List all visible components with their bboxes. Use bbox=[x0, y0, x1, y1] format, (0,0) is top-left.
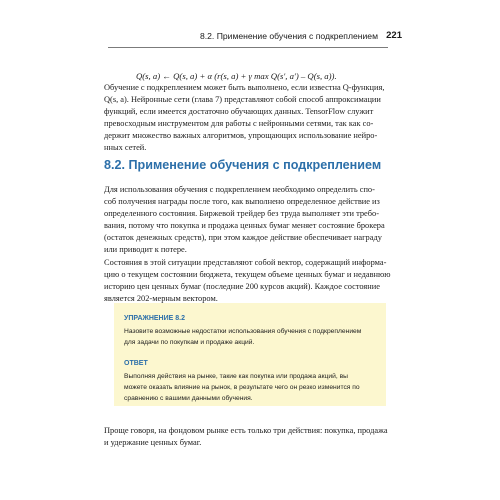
text-line: нных сетей. bbox=[104, 143, 147, 152]
text-line: Q(s, a). Нейронные сети (глава 7) представляют собой способ аппроксимации bbox=[104, 95, 381, 104]
section-paragraph-1 bbox=[104, 184, 392, 256]
text-line: сравнению с вашими данными обучения. bbox=[124, 394, 253, 402]
text-line: Выполняя действия на рынке, такие как покупка или продажа акций, вы bbox=[124, 373, 348, 380]
exercise-box bbox=[114, 303, 386, 406]
exercise-answer bbox=[124, 372, 378, 404]
text-line: или приводит к потере. bbox=[104, 245, 187, 254]
answer-heading: ОТВЕТ bbox=[124, 360, 148, 367]
page-header bbox=[0, 30, 500, 46]
section-heading: 8.2. Применение обучения с подкреплением bbox=[104, 158, 382, 172]
exercise-question bbox=[124, 327, 378, 349]
text-line: Для использования обучения с подкреплением необходимо определить спо- bbox=[104, 185, 375, 194]
closing-paragraph bbox=[104, 425, 392, 449]
section-paragraph-2 bbox=[104, 257, 392, 305]
text-line: является 202-мерным вектором. bbox=[104, 294, 218, 303]
text-line: функций, если имеется достаточно обучающих данных. TensorFlow служит bbox=[104, 107, 374, 116]
text-line: историю цен ценных бумаг (последние 200 курсов акций). Каждое состояние bbox=[104, 282, 380, 291]
text-line: Проще говоря, на фондовом рынке есть только три действия: покупка, продажа bbox=[104, 426, 388, 435]
text-line: Обучение с подкреплением может быть выполнено, если известна Q-функция, bbox=[104, 83, 385, 92]
text-line: можете оказать влияние на рынок, в результате чего он резко изменится по bbox=[124, 383, 360, 391]
text-line: цию о текущем состоянии бюджета, текущем объеме ценных бумаг и недавнюю bbox=[104, 270, 391, 279]
text-line: определенного состояния. Биржевой трейдер без труда выполняет эти требо- bbox=[104, 209, 380, 218]
text-line: соб получения награды после того, как выполнено определенное действие из bbox=[104, 197, 380, 206]
text-line: держит множество важных алгоритмов, упрощающих использование нейро- bbox=[104, 131, 378, 140]
header-rule bbox=[108, 47, 388, 48]
text-line: вания, потому что покупка и продажа ценных бумаг меняет состояние брокера bbox=[104, 221, 385, 230]
page-number: 221 bbox=[386, 30, 402, 41]
text-line: для задачи по покупкам и продаже акций. bbox=[124, 338, 255, 346]
text-line: Назовите возможные недостатки использования обучения с подкреплением bbox=[124, 328, 362, 335]
text-line: (остаток денежных средств), при этом каждое действие обеспечивает награду bbox=[104, 233, 382, 242]
text-line: превосходным инструментом для работы с нейронными сетями, так как со- bbox=[104, 119, 374, 128]
exercise-heading: УПРАЖНЕНИЕ 8.2 bbox=[124, 315, 185, 322]
running-header-title: 8.2. Применение обучения с подкреплением bbox=[199, 31, 378, 41]
text-line: и удержание ценных бумаг. bbox=[104, 438, 202, 447]
q-update-formula: Q(s, a) ← Q(s, a) + α (r(s, a) + γ max Q(s′, a′) – Q(s, a)). bbox=[136, 71, 337, 81]
intro-paragraph bbox=[104, 82, 392, 154]
text-line: Состояния в этой ситуации представляют собой вектор, содержащий информа- bbox=[104, 258, 387, 267]
